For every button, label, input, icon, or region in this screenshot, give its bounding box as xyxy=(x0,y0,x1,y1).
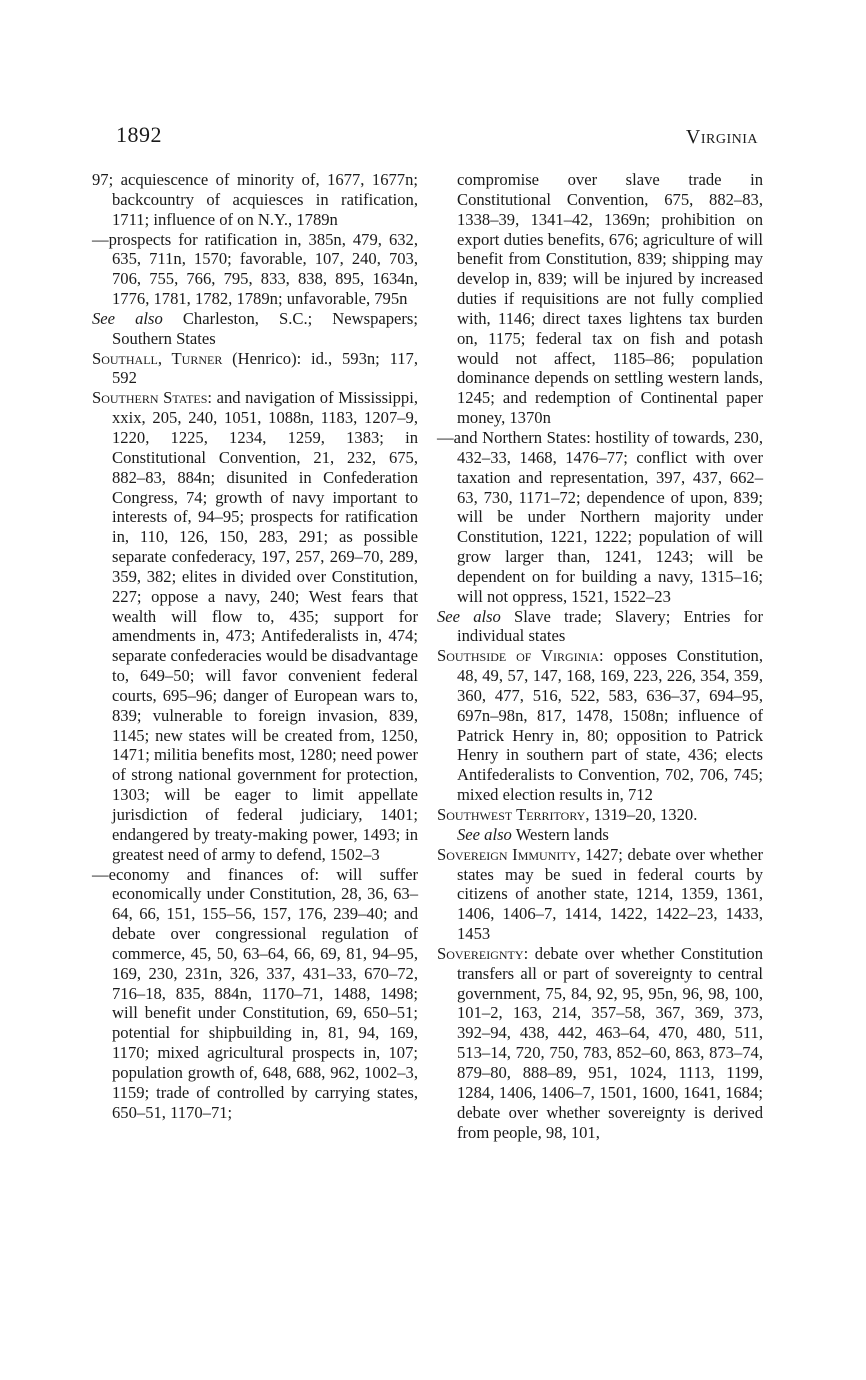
index-entry: Southwest Territory, 1319–20, 1320. See also Western lands xyxy=(437,805,698,844)
index-subentry: —economy and finances of: will suffer economically under Constitution, 28, 36, 63–64, 66, 151, 155–56, 157, 176, 239–40; and debate over congressional regulation of commerce, 45, 50, 63–64, 66, 69, 81, 94–95, 169, 230, 231n, 326, 337, 431–33, 670–72, 716–18, 835, 884n, 1170–71, 1488, 1498; will benefit under Constitution, 69, 650–51; potential for shipbuilding in, 81, 94, 169, 1170; mixed agricultural prospects in, 107; population growth of, 648, 688, 962, 1002–3, 1159; trade of controlled by carrying states, 650–51, 1170–71; xyxy=(92,864,418,1122)
cross-reference: See also Charleston, S.C.; Newspapers; Southern States xyxy=(92,308,418,348)
index-entry: Sovereignty: debate over whether Constitution transfers all or part of sovereignty to central government, 75, 84, 92, 95, 95n, 96, 98, 100, 101–2, 163, 214, 357–58, 367, 369, 373, 392–94, 438, 442, 463–64, 470, 480, 511, 513–14, 720, 750, 783, 852–60, 863, 873–74, 879–80, 888–89, 951, 1024, 1113, 1199, 1284, 1406, 1406–7, 1501, 1600, 1641, 1684; debate over whether sovereignty is derived from people, 98, 101, xyxy=(437,943,763,1142)
running-head: Virginia xyxy=(685,126,758,148)
index-entry: Southall, Turner (Henrico): id., 593n; 117, 592 xyxy=(92,348,419,388)
index-entry: Sovereign Immunity, 1427; debate over whether states may be sued in federal courts by citizens of another state, 1214, 1359, 1361, 1406, 1406–7, 1414, 1422, 1422–23, 1433, 1453 xyxy=(437,844,763,944)
left-column xyxy=(92,170,418,1123)
entry-heading: Southern States xyxy=(92,388,208,408)
entry-heading: Southall, Turner xyxy=(92,348,223,368)
index-continuation: compromise over slave trade in Constitutional Convention, 675, 882–83, 1338–39, 1341–42, 1369n; prohibition on export duties benefits, 676; agriculture of will benefit from Constitution, 839; shipping may develop in, 839; will be injured by increased duties if requisitions are not fully complied with, 1146; direct taxes lightens tax burden on, 1175; federal tax on fish and potash would not affect, 1185–86; population dominance depends on settling western lands, 1245; and redemption of Continental paper money, 1370n xyxy=(457,170,763,428)
entry-heading: Sovereign Immunity xyxy=(437,844,577,864)
index-entry: Southern States: and navigation of Mississippi, xxix, 205, 240, 1051, 1088n, 1183, 1207–9, 1220, 1225, 1234, 1259, 1383; in Constitutional Convention, 21, 232, 675, 882–83, 884n; disunited in Confederation Congress, 74; growth of navy important to interests of, 94–95; prospects for ratification in, 110, 126, 150, 283, 291; as possible separate confederacy, 197, 257, 269–70, 289, 359, 382; elites in divided over Constitution, 227; oppose a navy, 240; West fears that wealth will flow to, 435; support for amendments in, 473; Antifederalists in, 474; separate confederacies would be disadvantage to, 649–50; will favor convenient federal courts, 695–96; danger of European wars to, 839; vulnerable to foreign invasion, 839, 1145; new states will be created from, 1250, 1471; militia benefits most, 1280; need power of strong national government for protection, 1303; will be eager to limit appellate jurisdiction of federal judiciary, 1401; endangered by treaty-making power, 1493; in greatest need of army to defend, 1502–3 xyxy=(92,388,418,864)
entry-heading: Sovereignty xyxy=(437,943,524,963)
page-number: 1892 xyxy=(116,122,162,147)
index-entry: Southside of Virginia: opposes Constitution, 48, 49, 57, 147, 168, 169, 223, 226, 354, 359, 360, 477, 516, 522, 583, 636–37, 694–95, 697n–98n, 817, 1478, 1508n; influence of Patrick Henry in, 80; opposition to Patrick Henry in southern part of state, 436; elects Antifederalists to Convention, 702, 706, 745; mixed election results in, 712 xyxy=(437,646,763,805)
index-subentry: —and Northern States: hostility of towards, 230, 432–33, 1468, 1476–77; conflict with over taxation and representation, 397, 437, 662–63, 730, 1171–72; dependence of upon, 839; will be under Northern majority under Constitution, 1221, 1222; population of will grow larger than, 1241, 1243; will be dependent on for building a navy, 1315–16; will not oppress, 1521, 1522–23 xyxy=(437,427,763,606)
index-subentry: —prospects for ratification in, 385n, 479, 632, 635, 711n, 1570; favorable, 107, 240, 703, 706, 755, 766, 795, 833, 838, 895, 1634n, 1776, 1781, 1782, 1789n; unfavorable, 795n xyxy=(92,229,418,309)
entry-heading: Southside of Virginia xyxy=(437,646,599,666)
right-column xyxy=(437,170,763,1142)
cross-reference: See also Slave trade; Slavery; Entries for individual states xyxy=(437,606,763,646)
entry-heading: Southwest Territory xyxy=(437,805,586,824)
index-entry: 97; acquiescence of minority of, 1677, 1677n; backcountry of acquiesces in ratification, 1711; influence of on N.Y., 1789n xyxy=(92,170,418,229)
